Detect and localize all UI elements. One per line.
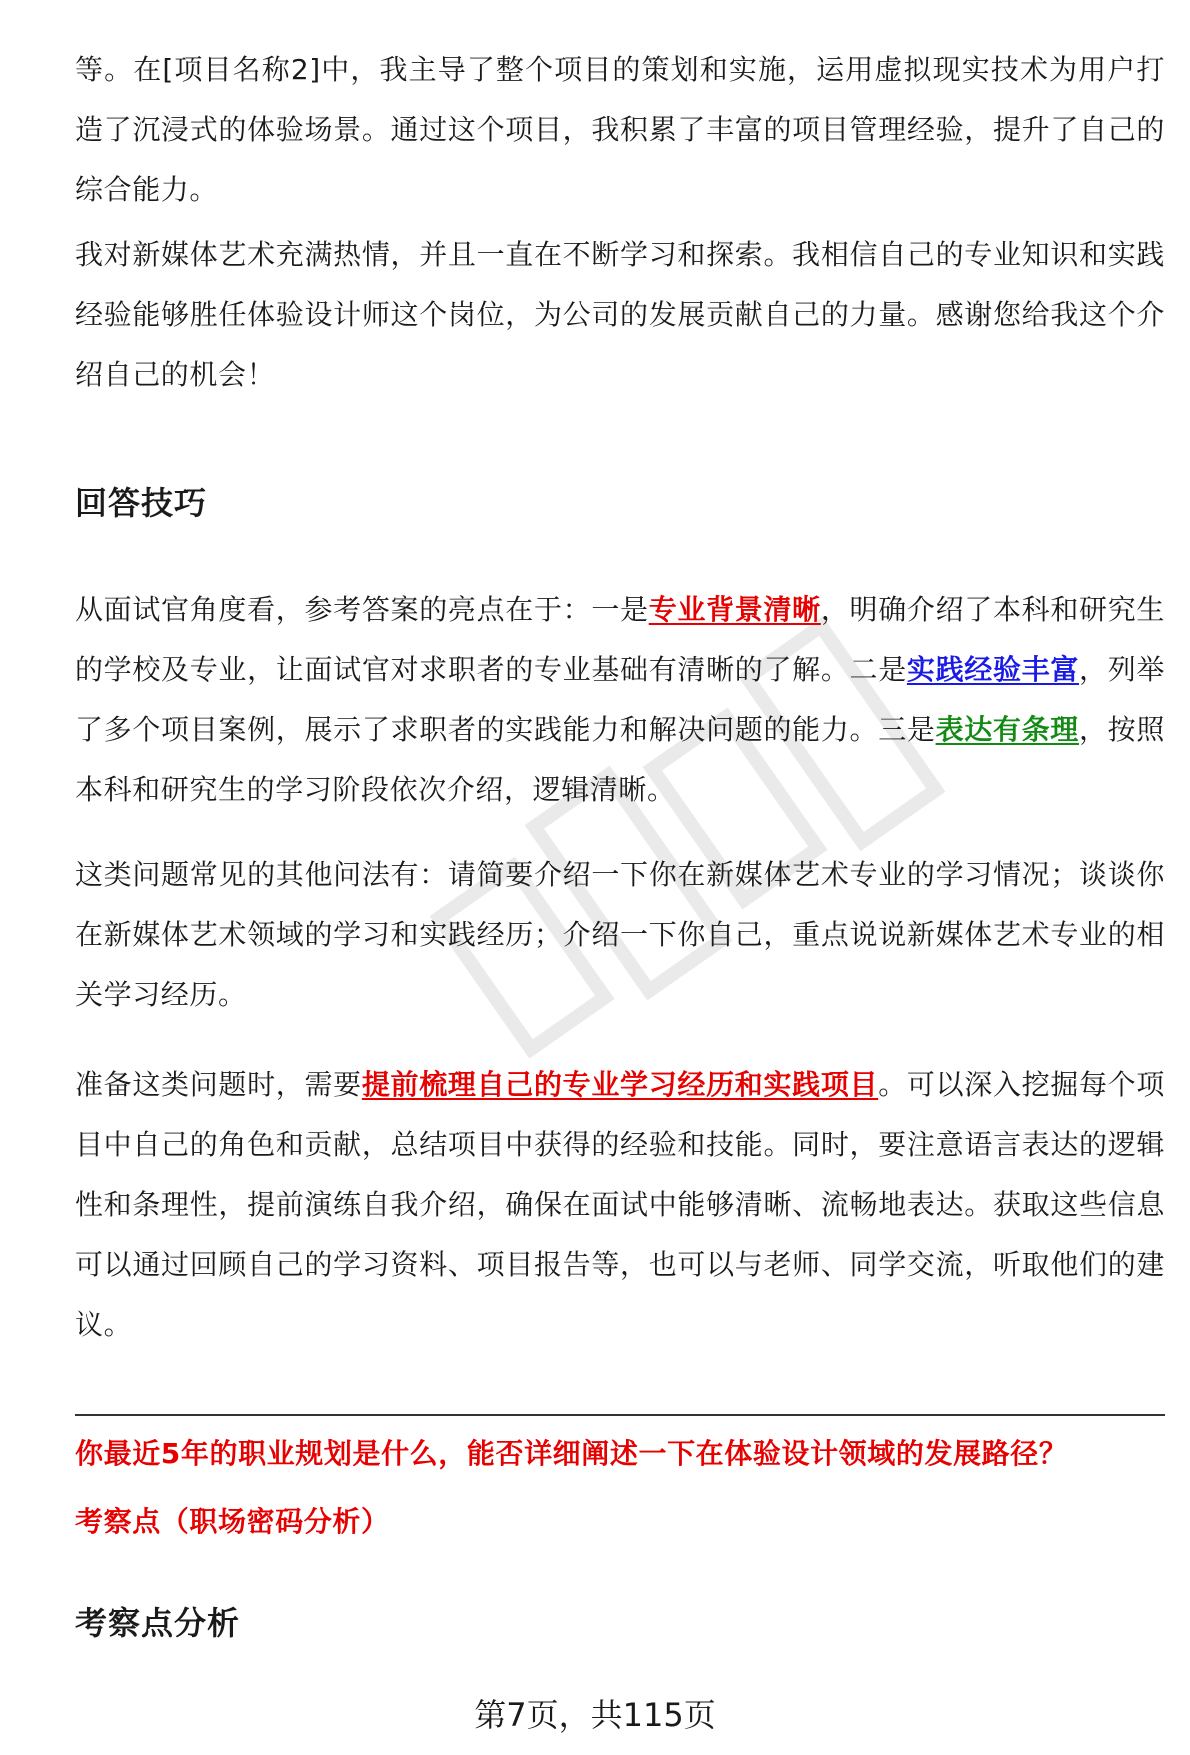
paragraph-preparation <box>75 1055 1165 1355</box>
highlight-well-organized: 表达有条理 <box>935 713 1079 746</box>
text-segment: ，按照本科和研究生的学习阶段依次介绍，逻辑清晰。 <box>75 713 1165 806</box>
highlight-review-experience: 提前梳理自己的专业学习经历和实践项目 <box>361 1068 879 1101</box>
heading-answer-tips: 回答技巧 <box>75 484 208 522</box>
section-divider <box>75 1414 1165 1416</box>
heading-exam-point-analysis: 考察点分析 <box>75 1604 241 1642</box>
exam-point-label: 考察点（职场密码分析） <box>75 1505 390 1538</box>
text-segment: 从面试官角度看，参考答案的亮点在于：一是 <box>75 593 649 626</box>
text-segment: 准备这类问题时，需要 <box>75 1068 362 1101</box>
next-question-title: 你最近5年的职业规划是什么，能否详细阐述一下在体验设计领域的发展路径？ <box>75 1437 1068 1470</box>
highlight-practical-experience: 实践经验丰富 <box>906 653 1080 686</box>
text-segment: ，列举了多个项目案例，展示了求职者的实践能力和解决问题的能力。三是 <box>75 653 1165 746</box>
paragraph-project: 等。在[项目名称2]中，我主导了整个项目的策划和实施，运用虚拟现实技术为用户打造了沉浸式的体验场景。通过这个项目，我积累了丰富的项目管理经验，提升了自己的综合能力。 <box>75 53 1165 206</box>
text-segment: ，明确介绍了本科和研究生的学校及专业，让面试官对求职者的专业基础有清晰的了解。二是 <box>75 593 1165 686</box>
highlight-professional-background: 专业背景清晰 <box>648 593 821 626</box>
paragraph-alternative-questions: 这类问题常见的其他问法有：请简要介绍一下你在新媒体艺术专业的学习情况；谈谈你在新媒体艺术领域的学习和实践经历；介绍一下你自己，重点说说新媒体艺术专业的相关学习经历。 <box>75 858 1165 1011</box>
page-number-footer: 第7页，共115页 <box>474 1696 716 1734</box>
text-segment: 。可以深入挖掘每个项目中自己的角色和贡献，总结项目中获得的经验和技能。同时，要注意语言表达的逻辑性和条理性，提前演练自我介绍，确保在面试中能够清晰、流畅地表达。获取这些信息可以通过回顾自己的学习资料、项目报告等，也可以与老师、同学交流，听取他们的建议。 <box>75 1068 1165 1341</box>
paragraph-highlights <box>75 580 1165 820</box>
paragraph-passion: 我对新媒体艺术充满热情，并且一直在不断学习和探索。我相信自己的专业知识和实践经验能够胜任体验设计师这个岗位，为公司的发展贡献自己的力量。感谢您给我这个介绍自己的机会！ <box>75 238 1165 391</box>
